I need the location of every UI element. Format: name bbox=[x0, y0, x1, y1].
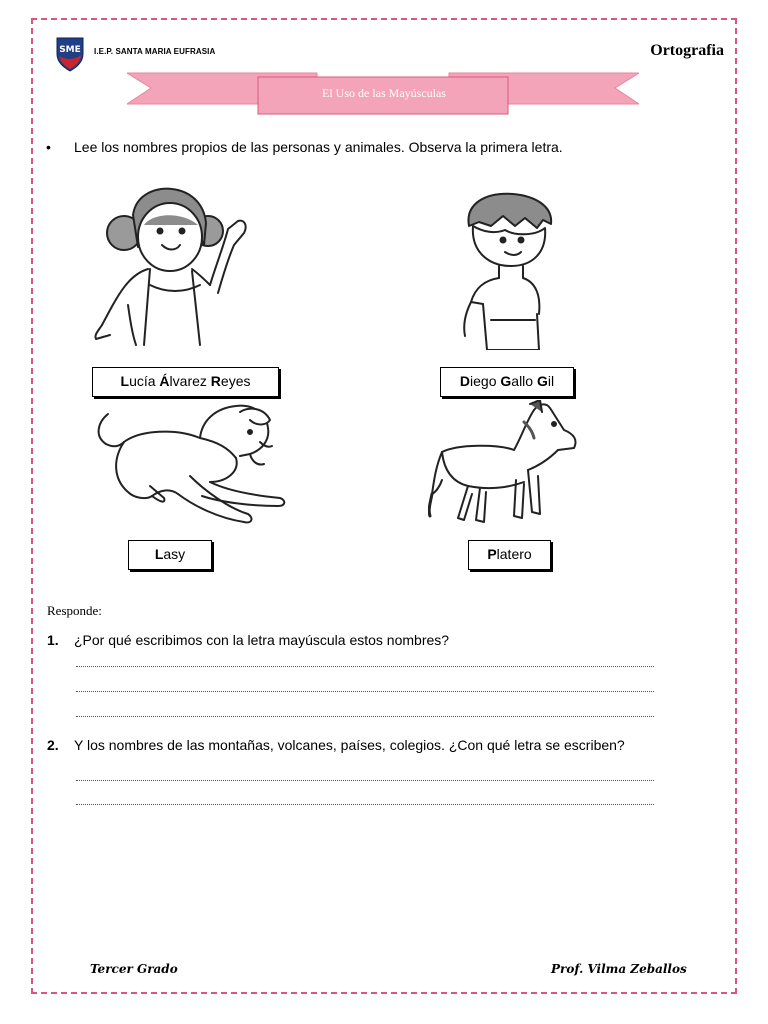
school-name: I.E.P. SANTA MARIA EUFRASIA bbox=[94, 47, 216, 56]
name-box-lucia bbox=[92, 367, 279, 397]
name-part: lvarez bbox=[169, 373, 211, 389]
name-part: G bbox=[536, 373, 548, 389]
name-box-diego bbox=[440, 367, 574, 397]
name-part: G bbox=[500, 373, 512, 389]
name-part: L bbox=[120, 373, 130, 389]
footer-teacher: Prof. Vilma Zeballos bbox=[551, 962, 687, 976]
answer-line[interactable] bbox=[76, 716, 654, 717]
name-part: D bbox=[459, 373, 471, 389]
dog-illustration bbox=[90, 402, 290, 524]
bullet: • bbox=[46, 139, 51, 155]
name-part: il bbox=[547, 373, 555, 389]
name-part: iego bbox=[470, 373, 501, 389]
answer-line[interactable] bbox=[76, 780, 654, 781]
answer-line[interactable] bbox=[76, 691, 654, 692]
name-box-platero bbox=[468, 540, 551, 570]
girl-illustration bbox=[88, 185, 258, 350]
name-box-lasy bbox=[128, 540, 212, 570]
responde-label: Responde: bbox=[47, 603, 102, 618]
answer-line[interactable] bbox=[76, 804, 654, 805]
question-text: Y los nombres de las montañas, volcanes, países, colegios. ¿Con qué letra se escriben? bbox=[74, 737, 625, 753]
donkey-illustration bbox=[428, 400, 583, 528]
question-number: 2. bbox=[47, 737, 59, 753]
question-number: 1. bbox=[47, 632, 59, 648]
name-part: ucía bbox=[129, 373, 160, 389]
name-part: eyes bbox=[220, 373, 251, 389]
school-logo bbox=[55, 36, 85, 72]
instruction-text: Lee los nombres propios de las personas y animales. Observa la primera letra. bbox=[74, 139, 563, 155]
name-part: allo bbox=[511, 373, 537, 389]
banner-title: El Uso de las Mayúsculas bbox=[322, 86, 446, 100]
name-part: Á bbox=[159, 373, 170, 389]
footer-grade: Tercer Grado bbox=[90, 962, 178, 976]
boy-illustration bbox=[455, 190, 565, 350]
name-part: R bbox=[210, 373, 221, 389]
logo-text: SME bbox=[59, 45, 81, 55]
subject-title: Ortografia bbox=[650, 42, 724, 59]
name-part: L bbox=[154, 546, 164, 562]
answer-line[interactable] bbox=[76, 666, 654, 667]
name-part: asy bbox=[163, 546, 186, 562]
question-text: ¿Por qué escribimos con la letra mayúscula estos nombres? bbox=[74, 632, 450, 648]
name-part: latero bbox=[496, 546, 532, 562]
name-part: P bbox=[487, 546, 497, 562]
